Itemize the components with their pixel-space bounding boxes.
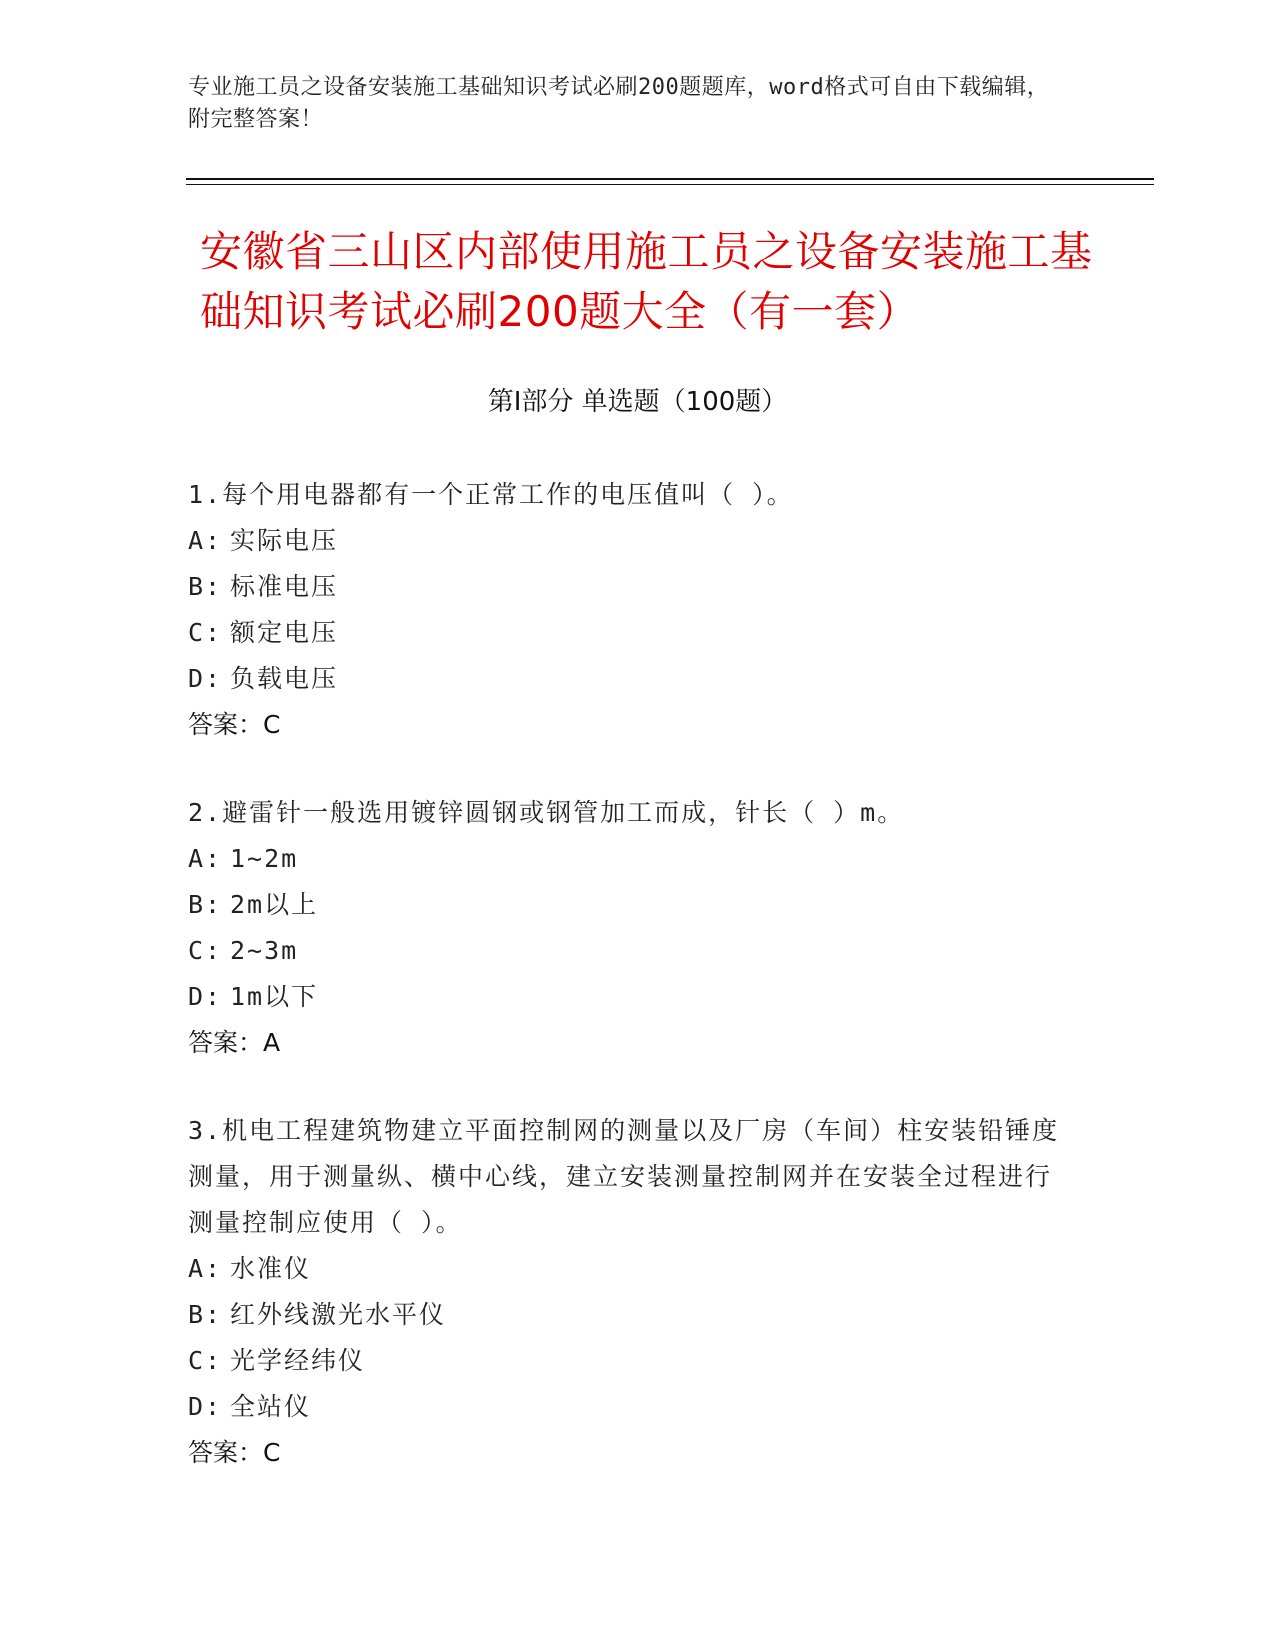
header-rule-thin xyxy=(186,184,1154,185)
header-rule-thick xyxy=(186,178,1154,180)
option-text: 标准电压 xyxy=(230,572,339,601)
answer-line: 答案：A xyxy=(188,1028,281,1057)
option-c xyxy=(188,1338,1068,1384)
option-letter: C: xyxy=(188,618,223,647)
option-c xyxy=(188,610,1068,656)
option-d xyxy=(188,656,1068,702)
document-header-note: 专业施工员之设备安装施工基础知识考试必刷200题题库，word格式可自由下载编辑，附完整答案！ xyxy=(188,75,1050,132)
option-text: 水准仪 xyxy=(230,1254,312,1283)
option-letter: D: xyxy=(188,982,223,1011)
option-b xyxy=(188,564,1068,610)
option-letter: D: xyxy=(188,664,223,693)
question-stem: 2.避雷针一般选用镀锌圆钢或钢管加工而成，针长（ ）m。 xyxy=(188,798,905,827)
option-b xyxy=(188,882,1068,928)
option-text: 光学经纬仪 xyxy=(230,1346,366,1375)
question-stem: 1.每个用电器都有一个正常工作的电压值叫（ ）。 xyxy=(188,480,794,509)
option-a xyxy=(188,518,1068,564)
option-letter: B: xyxy=(188,572,223,601)
option-text: 额定电压 xyxy=(230,618,339,647)
answer-line: 答案：C xyxy=(188,1438,281,1467)
option-d xyxy=(188,974,1068,1020)
option-letter: A: xyxy=(188,844,223,873)
option-text: 2m以上 xyxy=(230,890,319,919)
option-b xyxy=(188,1292,1068,1338)
option-letter: B: xyxy=(188,1300,223,1329)
option-text: 1m以下 xyxy=(230,982,319,1011)
option-letter: B: xyxy=(188,890,223,919)
option-a xyxy=(188,836,1068,882)
option-text: 全站仪 xyxy=(230,1392,312,1421)
section-heading: 第Ⅰ部分 单选题（100题） xyxy=(487,387,788,417)
question-1 xyxy=(188,472,1068,748)
option-text: 2~3m xyxy=(230,936,299,965)
question-3 xyxy=(188,1108,1068,1476)
option-a xyxy=(188,1246,1068,1292)
option-text: 1~2m xyxy=(230,844,299,873)
option-text: 红外线激光水平仪 xyxy=(230,1300,447,1329)
question-2 xyxy=(188,790,1068,1066)
option-text: 负载电压 xyxy=(230,664,339,693)
answer-line: 答案：C xyxy=(188,710,281,739)
question-stem: 3.机电工程建筑物建立平面控制网的测量以及厂房（车间）柱安装铅锤度测量，用于测量纵、横中心线，建立安装测量控制网并在安装全过程进行测量控制应使用（ ）。 xyxy=(188,1116,1060,1237)
option-letter: A: xyxy=(188,526,223,555)
option-letter: C: xyxy=(188,1346,223,1375)
option-letter: D: xyxy=(188,1392,223,1421)
option-c xyxy=(188,928,1068,974)
document-title: 安徽省三山区内部使用施工员之设备安装施工基础知识考试必刷200题大全（有一套） xyxy=(200,227,1093,336)
option-letter: A: xyxy=(188,1254,223,1283)
option-letter: C: xyxy=(188,936,223,965)
option-d xyxy=(188,1384,1068,1430)
option-text: 实际电压 xyxy=(230,526,339,555)
